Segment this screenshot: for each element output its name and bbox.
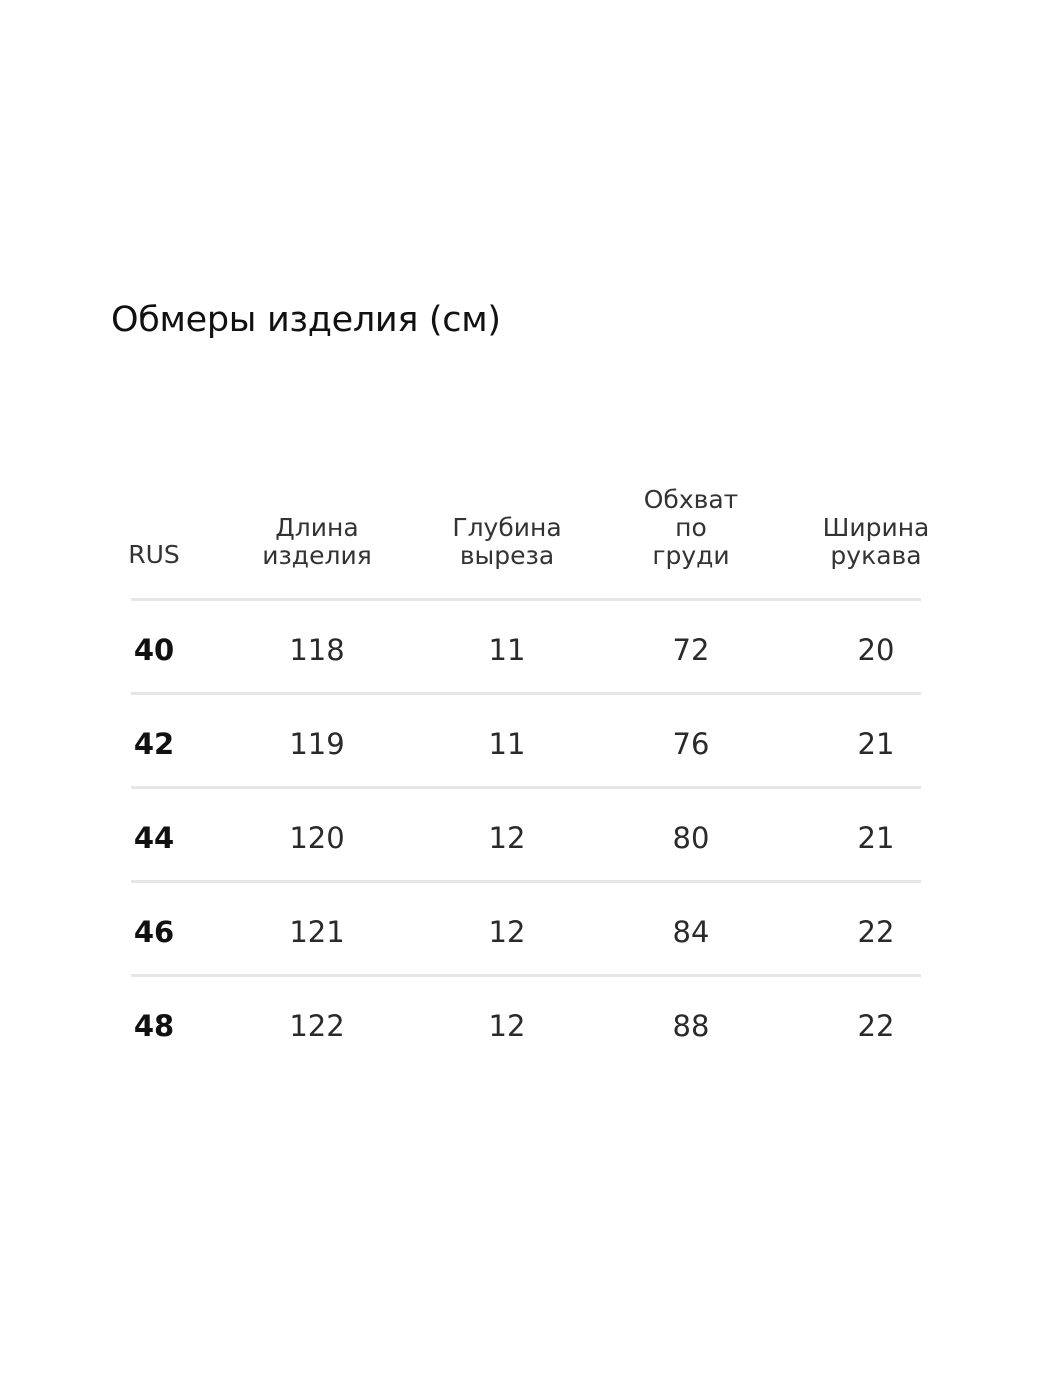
header-rus-label: RUS: [128, 540, 180, 569]
header-chest-line3: груди: [652, 541, 730, 570]
header-length-line2: изделия: [262, 541, 372, 570]
sleeve-cell: 22: [857, 1009, 895, 1043]
header-length-line1: Длина: [275, 513, 359, 542]
header-sleeve: [823, 514, 930, 570]
length-cell: 122: [289, 1009, 345, 1043]
header-neckline-line1: Глубина: [452, 513, 562, 542]
size-cell: 42: [133, 727, 175, 761]
page-title: Обмеры изделия (см): [111, 300, 501, 340]
neckline-cell: 12: [488, 821, 526, 855]
header-sleeve-line2: рукава: [830, 541, 922, 570]
header-chest: [644, 486, 739, 570]
header-rus: [128, 541, 180, 569]
neckline-cell: 11: [488, 633, 526, 667]
chest-cell: 80: [672, 821, 710, 855]
header-length: [262, 514, 371, 570]
length-cell: 121: [289, 915, 345, 949]
header-neckline: [452, 514, 561, 570]
size-cell: 44: [133, 821, 175, 855]
sleeve-cell: 20: [857, 633, 895, 667]
row-divider: [131, 974, 921, 977]
chest-cell: 88: [672, 1009, 710, 1043]
size-cell: 40: [133, 633, 175, 667]
length-cell: 120: [289, 821, 345, 855]
header-divider: [131, 598, 921, 601]
chest-cell: 72: [672, 633, 710, 667]
neckline-cell: 12: [488, 915, 526, 949]
header-chest-line2: по: [675, 513, 707, 542]
row-divider: [131, 692, 921, 695]
chest-cell: 76: [672, 727, 710, 761]
size-cell: 46: [133, 915, 175, 949]
sleeve-cell: 21: [857, 727, 895, 761]
row-divider: [131, 880, 921, 883]
size-cell: 48: [133, 1009, 175, 1043]
header-neckline-line2: выреза: [459, 541, 555, 570]
length-cell: 119: [289, 727, 345, 761]
row-divider: [131, 786, 921, 789]
sleeve-cell: 22: [857, 915, 895, 949]
neckline-cell: 11: [488, 727, 526, 761]
chest-cell: 84: [672, 915, 710, 949]
neckline-cell: 12: [488, 1009, 526, 1043]
length-cell: 118: [289, 633, 345, 667]
header-chest-line1: Обхват: [643, 485, 739, 514]
header-sleeve-line1: Ширина: [822, 513, 930, 542]
sleeve-cell: 21: [857, 821, 895, 855]
